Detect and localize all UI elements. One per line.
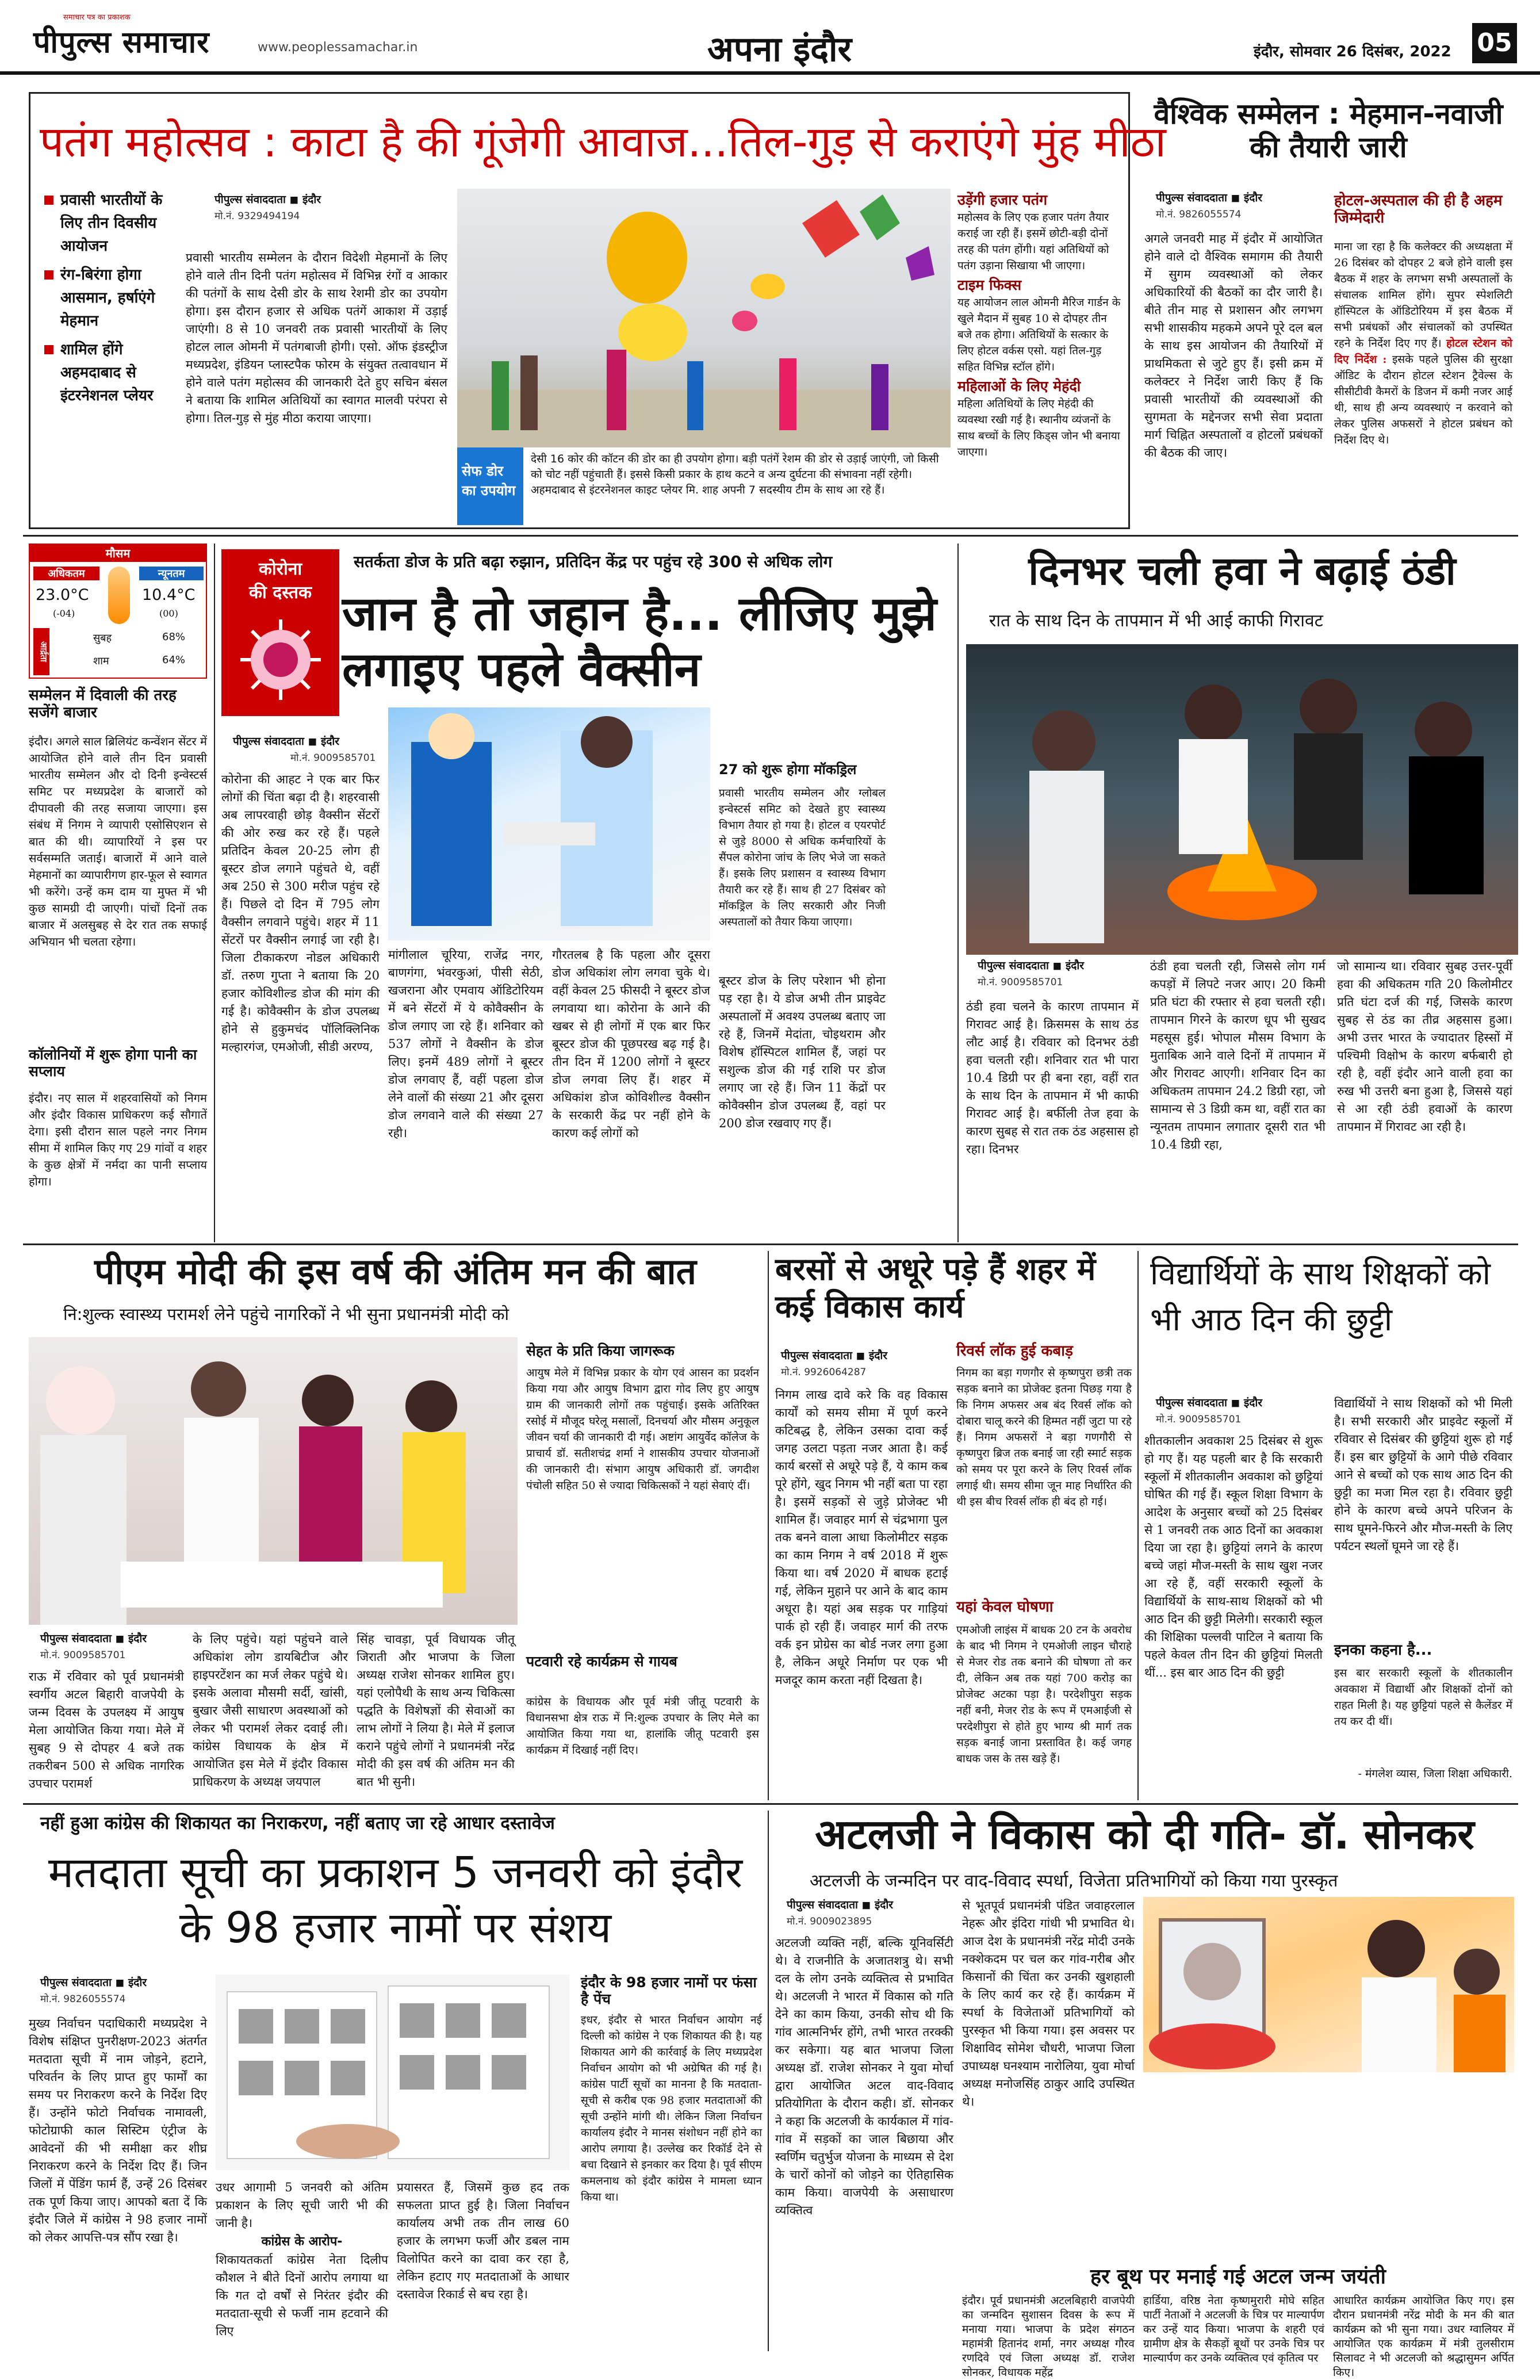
kite-headline-prefix: पतंग महोत्सव : [40, 117, 277, 167]
modi-side-body: आयुष मेले में विभिन्न प्रकार के योग एवं आसन का प्रदर्शन किया गया और आयुष विभाग द्वारा गोद लिए हुए आयुष ग्राम की जानकारी लोगों तक पहुंचाई। इसके अतिरिक्त रसोई में मौजूद घरेलू मसालों, दिनचर्या और मौसम अनुकूल जीवन चर्या की जानकारी दी गई। अष्टांग आयुर्वेद कॉलेज के प्राचार्य डॉ. सतीशचंद्र शर्मा ने शासकीय उपचार योजनाओं की जानकारी दी। संभाग आयुष अधिकारी डॉ. जगदीश पंचोली सहित 50 से ज्यादा चिकित्सकों ने यहां सेवाएं दीं। [526, 1367, 759, 1492]
health-camp-photo-art [29, 1337, 518, 1625]
masthead [0, 0, 1540, 75]
voter-list-photo-art [216, 1975, 569, 2170]
min-temp: 10.4°C [142, 586, 196, 604]
corona-headline: जान है तो जहान है... लीजिए मुझे लगाइए पहले वैक्सीन [342, 587, 937, 697]
side-head: महिलाओं के लिए मेहंदी [957, 378, 1081, 395]
cold-story [966, 544, 1518, 1242]
voter-byline: पीपुल्स संवाददाता ◼ इंदौर [40, 1976, 147, 1989]
modi-headline: पीएम मोदी की इस वर्ष की अंतिम मन की बात [94, 1250, 696, 1292]
cold-headline: दिनभर चली हवा ने बढ़ाई ठंडी [1028, 549, 1456, 594]
corona-badge-2: की दस्तक [249, 583, 312, 603]
summit-mobile: मो.नं. 9826055574 [1156, 209, 1242, 220]
summit-byline: पीपुल्स संवाददाता ◼ इंदौर [1156, 192, 1263, 204]
divider [768, 1811, 769, 2351]
max-temp: 23.0°C [36, 586, 89, 604]
page-number: 05 [1472, 23, 1517, 63]
divider [768, 1251, 769, 1800]
kite-bullet: प्रवासी भारतीयों के लिए तीन दिवसीय आयोजन [44, 189, 182, 258]
cold-col3: जो सामान्य था। रविवार सुबह उत्तर-पूर्वी हवा की अधिकतम गति 20 किलोमीटर प्रति घंटा दर्ज की गई, जिसके कारण सुबह से ठंड का तीव्र अहसास हुआ। अभी उत्तर भारत के ज्यादातर हिस्सों में पश्चिमी विक्षोभ के कारण बर्फबारी हो रही है, वहीं इंदौर आने वाली हवा का रुख भी उत्तरी बना हुआ है, जिससे यहां से आ रही ठंडी हवाओं के कारण तापमान में गिरावट आ रही है। [1337, 959, 1512, 1134]
morning-label: सुबह [93, 632, 112, 644]
atal-tribute-photo [1143, 1897, 1514, 2072]
modi-col1: राऊ में रविवार को पूर्व प्रधानमंत्री स्वर्गीय अटल बिहारी वाजपेयी के जन्म दिवस के उपलक्ष्य में आयुष मेला आयोजित किया गया। मेले में सुबह 9 से दोपहर 4 बजे तक तकरीबन 500 से अधिक नागरिक उपचार परामर्श [29, 1670, 184, 1790]
city-col1: निगम लाख दावे करे कि वह विकास कार्यों को समय सीमा में पूर्ण करने कटिबद्ध है, लेकिन उसका दावा कई जगह उलटा पड़ता नजर आता है। कई कार्य बरसों से अधूरे पड़े हैं, ये काम कब पूरे होंगे, खुद निगम भी नहीं बता पा रहा है। इसमें सड़कों से जुड़े प्रोजेक्ट भी शामिल हैं। जवाहर मार्ग से चंद्रभागा पुल तक बनने वाला आधा किलोमीटर सड़क का काम निगम ने वर्ष 2018 में शुरू किया था। वर्ष 2020 में बाधक हटाई गई, लेकिन मुहाने पर आने के बाद काम अधूरा है। यहां अब सड़क पर गाड़ियां पार्क हो रही हैं। जवाहर मार्ग की तरफ वर्क इन प्रोग्रेस का बोर्ड नजर लगा हुआ है, लेकिन अधूरे निर्माण पर एक भी मजदूर काम करता नहीं दिखता है। [775, 1388, 948, 1687]
corona-side-body: प्रवासी भारतीय सम्मेलन और ग्लोबल इन्वेस्टर्स समिट को देखते हुए स्वास्थ्य विभाग तैयार हो गया है। होटल व एयरपोर्ट से जुड़े 8000 से अधिक कर्मचारियों के सैंपल कोरोना जांच के लिए भेजे जा सकते हैं। इसके लिए प्रशासन व स्वास्थ्य विभाग तैयारी कर रहे हैं। साथ ही 27 दिसंबर को मॉकड्रिल के लिए सरकारी और निजी अस्पतालों को तैयार किया जाएगा। [719, 787, 886, 928]
summit-side-red: होटल स्टेशन को दिए निर्देश : [1334, 337, 1512, 366]
paper-tagline: समाचार पत्र का प्रकाशक [63, 13, 131, 22]
morning-value: 68% [162, 631, 186, 643]
thermometer-icon [108, 567, 130, 624]
students-story [1144, 1251, 1512, 1800]
atal-mobile: मो.नं. 9009023895 [787, 1916, 872, 1927]
corona-byline: पीपुल्स संवाददाता ◼ इंदौर [233, 735, 340, 748]
divider [23, 535, 1518, 537]
evening-label: शाम [93, 655, 109, 667]
colony-headline: कॉलोनियों में शुरू होगा पानी का सप्लाय [29, 1046, 197, 1080]
summit-body: अगले जनवरी माह में इंदौर में आयोजित होने वाले दो वैश्विक समागम की तैयारी में सुगम व्यवस्थाओं को लेकर अधिकारियों की बैठकों का दौर जारी है। बीते तीन माह से प्रशासन और लगभग सभी शासकीय महकमे अपने पूरे दल बल के साथ इस आयोजन की तैयारियों में प्राथमिकता से जुटे हुए हैं। इसी क्रम में कलेक्टर ने निर्देश जारी किए हैं कि प्रवासी भारतीयों की व्यवस्थाओं की सुगमता के मद्देनजर सभी सेवा प्रदाता मार्ग चिह्नित अस्पतालों व होटलों प्रबंधकों की बैठक की जाए। [1144, 232, 1323, 460]
kite-bullets [44, 189, 182, 413]
kite-bullet: रंग-बिरंगा होगा आसमान, हर्षाएंगे मेहमान [44, 263, 182, 332]
corona-col2: मांगीलाल चूरिया, राजेंद्र नगर, बाणगंगा, भंवरकुआं, पीसी सेठी, खजराना और एमवाय ऑडिटोरियम में बने सेंटरों में ये कोवैक्सीन के डोज लगाए जा रहे हैं। शनिवार को 537 लोगों ने वैक्सीन के डोज लिए। इनमें 489 लोगों ने बूस्टर डोज लगवाए हैं, वहीं पहला डोज लेने वालों की संख्या 21 और दूसरा डोज लगवाने वाले की संख्या 27 रही। [388, 948, 543, 1140]
atal-subhead2: हर बूथ पर मनाई गई अटल जन्म जयंती [1090, 2265, 1386, 2289]
voter-story [29, 1811, 762, 2351]
cold-byline: पीपुल्स संवाददाता ◼ इंदौर [978, 959, 1085, 972]
humidity-label: आर्द्रता [33, 628, 49, 675]
side-body: महिला अतिथियों के लिए मेहंदी की व्यवस्था रखी गई है। स्थानीय व्यंजनों के साथ बच्चों के लिए किड्स जोन भी बनाया जाएगा। [957, 397, 1120, 458]
kite-mobile: मो.नं. 9329494194 [214, 211, 300, 222]
min-label: न्यूनतम [139, 567, 204, 580]
voter-col3: प्रयासरत हैं, जिसमें कुछ हद तक सफलता प्राप्त हुई है। जिला निर्वाचन कार्यालय अभी तक तीन लाख 60 हजार के लगभग फर्जी और डबल नाम विलोपित करने का दावा कर रहा है, लेकिन हटाए गए मतदाताओं के आधार दस्तावेज रिकार्ड से बच रहा है। [397, 2180, 569, 2301]
summit-side-text2: इसके पहले पुलिस की सुरक्षा ऑडिट के दौरान होटल स्टेशन ट्रैवेल्स के सीसीटीवी कैमरों के डिजन में कमी नजर आई थी, साथ ही अन्य व्यवस्थाएं न करवाने को लेकर पुलिस अफसरों ने होटल प्रबंधन को निर्देश दिए थे। [1334, 353, 1512, 446]
weather-label: मौसम [30, 545, 206, 562]
city-side-head2: यहां केवल घोषणा [956, 1598, 1054, 1616]
cold-mobile: मो.नं. 9009585701 [978, 977, 1063, 988]
paper-logo: पीपुल्स समाचार [33, 25, 210, 60]
kite-story [29, 92, 1166, 529]
atal-tribute-photo-art [1143, 1897, 1514, 2072]
cold-col1: ठंडी हवा चलने के कारण तापमान में गिरावट आई है। क्रिसमस के साथ ठंड लौट आई है। रविवार को दिनभर ठंडी हवा चलती रही। शनिवार रात भी पारा 10.4 डिग्री पर ही बना रहा, वहीं रात के साथ दिन के तापमान में भी काफी गिरावट आई है। बर्फीली तेज हवा के कारण सुबह से रात तक ठंड अहसास हो रहा। दिनभर [966, 1000, 1139, 1156]
divider [214, 544, 215, 1242]
modi-mobile: मो.नं. 9009585701 [40, 1650, 126, 1661]
modi-subhead: नि:शुल्क स्वास्थ्य परामर्श लेने पहुंचे नागरिकों ने भी सुना प्रधानमंत्री मोदी को [63, 1304, 509, 1324]
kite-photo-art [457, 189, 951, 447]
corona-col3: गौरतलब है कि पहला और दूसरा डोज अधिकांश लोग लगवा चुके थे। वहीं केवल 25 फीसदी ने बूस्टर डोज लगवाया था। कोरोना के आने की खबर से ही लोगों में एक बार फिर बूस्टर डोज की पूछपरख बढ़ गई है। तीन दिन में 1200 लोगों ने बूस्टर डोज लगवा लिए हैं। शहर में अधिकांश डोज कोविशील्ड वैक्सीन के सरकारी केंद्र पर नहीं होने के कारण कई लोगों को [552, 948, 710, 1140]
voter-side-head: इंदौर के 98 हजार नामों पर फंसा है पेंच [581, 1974, 757, 2007]
vaccine-photo-art [388, 707, 710, 940]
modi-side-body2: कांग्रेस के विधायक और पूर्व मंत्री जीतू पटवारी के विधानसभा क्षेत्र राऊ में नि:शुल्क उपचार के लिए मेले का आयोजित किया गया था, हालांकि जीतू पटवारी इस कार्यक्रम में दिखाई नहीं दिए। [526, 1696, 759, 1757]
modi-side-head2: पटवारी रहे कार्यक्रम से गायब [526, 1653, 677, 1670]
side-head: उड़ेंगी हजार पतंग [957, 192, 1048, 208]
atal-subhead: अटलजी के जन्मदिन पर वाद-विवाद स्पर्धा, विजेता प्रतिभागियों को किया गया पुरस्कृत [810, 1871, 1338, 1891]
dateline: इंदौर, सोमवार 26 दिसंबर, 2022 [1254, 43, 1451, 60]
divider [957, 544, 959, 1242]
divider [23, 1803, 1518, 1805]
summit-headline: वैश्विक सम्मेलन : मेहमान-नवाजी की तैयारी जारी [1154, 97, 1503, 164]
voter-col2 [216, 2179, 388, 2351]
kite-bullet: शामिल होंगे अहमदाबाद से इंटरनेशनल प्लेयर [44, 338, 182, 407]
city-side-head: रिवर्स लॉक हुई कबाड़ [956, 1342, 1073, 1360]
max-dev: (-04) [53, 608, 75, 619]
modi-col2: के लिए पहुंचे। यहां पहुंचने वाले अधिकांश लोग डायबिटीज और हाइपरटेंशन का मर्ज लेकर पहुंचे थे। इसके अलावा मौसमी सर्दी, खांसी, बुखार जैसी साधारण अवस्थाओं को लेकर भी परामर्श लेकर दवाई ली। कांग्रेस विधायक के क्षेत्र में आयोजित इस मेले में इंदौर विकास प्राधिकरण के अध्यक्ष जयपाल [193, 1632, 348, 1789]
max-label: अधिकतम [33, 567, 99, 580]
atal-col2: से भूतपूर्व प्रधानमंत्री पंडित जवाहरलाल नेहरू और इंदिरा गांधी भी प्रभावित थे। आज देश के प्रधानमंत्री नरेंद्र मोदी उनके नक्शेकदम पर चल कर गांव-गरीब और किसानों की चिंता कर उनकी खुशहाली के लिए कार्य कर रहे हैं। कार्यक्रम में स्पर्धा के विजेताओं प्रतिभागियों को पुरस्कृत भी किया गया। इस अवसर पर शिक्षाविद सोमेश चौधरी, भाजपा जिला उपाध्यक्ष घनश्याम नारोलिया, युवा मोर्चा अध्यक्ष मनोजसिंह ठाकुर आदि उपस्थित थे। [962, 1899, 1135, 2109]
voter-kicker: नहीं हुआ कांग्रेस की शिकायत का निराकरण, नहीं बताए जा रहे आधार दस्तावेज [40, 1813, 555, 1834]
voter-list-photo [216, 1975, 569, 2170]
atal-col5: आधारित कार्यक्रम आयोजित किए गए। इस दौरान प्रधानमंत्री नरेंद्र मोदी के मन की बात कार्यक्रम को भी सुना गया। उधर ग्वालियर में आयोजित एक कार्यक्रम में मंत्री तुलसीराम सिलावट ने भी अटलजी को श्रद्धासुमन अर्पित किए। [1333, 2294, 1514, 2379]
kite-sidebar [957, 189, 1124, 522]
students-headline: विद्यार्थियों के साथ शिक्षकों को भी आठ दिन की छुट्टी [1150, 1255, 1491, 1338]
atal-story [775, 1810, 1514, 2379]
atal-col1: अटलजी व्यक्ति नहीं, बल्कि यूनिवर्सिटी थे। वे राजनीति के अजातशत्रु थे। सभी दल के लोग उनके व्यक्तित्व से प्रभावित थे। अटलजी ने भारत में विकास को गति देने का काम किया, उनकी सोच थी कि गांव आत्मनिर्भर होंगे, तभी भारत तरक्की कर सकेगा। यह बात भाजपा जिला अध्यक्ष डॉ. राजेश सोनकर ने युवा मोर्चा द्वारा आयोजित अटल वाद-विवाद प्रतियोगिता के दौरान कही। डॉ. सोनकर ने कहा कि अटलजी के कार्यकाल में गांव-गांव में सड़कों का जाल बिछाया और स्वर्णिम चतुर्भुज योजना के माध्यम से देश के चारों कोनों को जोड़ने का ऐतिहासिक काम किया। वाजपेयी के असाधारण व्यक्तित्व [775, 1936, 953, 2217]
voter-col2-text: उधर आगामी 5 जनवरी को अंतिम प्रकाशन के लिए सूची जारी भी की जानी है। [216, 2180, 388, 2230]
city-byline: पीपुल्स संवाददाता ◼ इंदौर [781, 1349, 888, 1362]
evening-value: 64% [162, 654, 186, 666]
city-side-body2: एमओजी लाइंस में बाधक 20 टन के अवरोध के बाद भी निगम ने एमओजी लाइन चौराहे से मेजर रोड तक बनाने की घोषणा तो कर दी, लेकिन अब तक यहां 700 करोड़ का प्रोजेक्ट अटका पड़ा है। परदेशीपुरा सड़क नहीं बनी, मेजर रोड के रूप में एमआईजी से परदेशीपुरा से होते हुए भाग्य श्री मार्ग तक सड़क बनाई जाना प्रस्तावित है। कई जगह बाधक जस के तस खड़े हैं। [956, 1624, 1132, 1765]
students-byline: पीपुल्स संवाददाता ◼ इंदौर [1156, 1396, 1263, 1409]
health-camp-photo [29, 1337, 518, 1625]
atal-byline: पीपुल्स संवाददाता ◼ इंदौर [787, 1899, 894, 1911]
corona-kicker: सतर्कता डोज के प्रति बढ़ा रुझान, प्रतिदिन केंद्र पर पहुंच रहे 300 से अधिक लोग [354, 552, 833, 571]
voter-mobile: मो.नं. 9826055574 [40, 1993, 126, 2005]
corona-side-head: 27 को शुरू होगा मॉकड्रिल [719, 762, 857, 778]
summit-side-text: माना जा रहा है कि कलेक्टर की अध्यक्षता में 26 दिसंबर को दोपहर 2 बजे होने वाली इस बैठक में शहर के लगभग सभी अस्पतालों के संचालक शामिल होंगे। सुपर स्पेशलिटी हॉस्पिटल के ऑडिटोरियम में इस बैठक में सभी प्रबंधकों और संचालकों को उपस्थित रहने के निर्देश दिए गए हैं। [1334, 240, 1512, 350]
kite-headline [40, 111, 1166, 169]
kite-caption: देसी 16 कोर की कॉटन की डोर का ही उपयोग होगा। बड़ी पतंगें रेशम की डोर से उड़ाई जाएंगी, जो किसी को चोट नहीं पहुंचाती हैं। इससे किसी प्रकार के हाथ कटने व अन्य दुर्घटना की संभावना नहीं रहेगी। अहमदाबाद से इंटरनेशनल काइट प्लेयर मि. शाह अपनी 7 सदस्यीय टीम के साथ आ रहे हैं। [531, 453, 939, 496]
summit-story [1144, 92, 1512, 529]
modi-side-head: सेहत के प्रति किया जागरूक [526, 1342, 675, 1359]
modi-byline: पीपुल्स संवाददाता ◼ इंदौर [40, 1632, 147, 1645]
kite-body: प्रवासी भारतीय सम्मेलन के दौरान विदेशी मेहमानों के लिए होने वाले तीन दिनी पतंग महोत्सव में विभिन्न रंगों व आकार की पतंगों के साथ देसी डोर के साथ रेशमी डोर का उपयोग होगा। इस दौरान हजार से अधिक पतंगें आकाश में उड़ाई जाएंगी। 8 से 10 जनवरी तक प्रवासी भारतीयों के लिए होटल लाल ओमनी में पतंगबाजी होगी। एसो. ऑफ इंडस्ट्रीज मध्यप्रदेश, इंडियन प्लास्टपैक फोरम के संयुक्त तत्वावधान में होने वाले पतंग महोत्सव की जानकारी देते हुए सचिन बंसल ने बताया कि शामिल अतिथियों का स्वागत मालवी परंपरा से होगा। तिल-गुड़ से मुंह मीठा कराया जाएगा। [186, 251, 447, 425]
corona-badge [221, 549, 339, 716]
voter-col2b-text: शिकायतकर्ता कांग्रेस नेता दिलीप कौशल ने बीते दिनों आरोप लगाया था कि गत दो वर्षों से निरंतर इंदौर की मतदाता-सूची से फर्जी नाम हटवाने की लिए [216, 2253, 388, 2339]
side-body: महोत्सव के लिए एक हजार पतंग तैयार कराई जा रही हैं। इसमें छोटी-बड़ी दोनों तरह की पतंग होंगी। यहां अतिथियों को पतंग उड़ाना सिखाया भी जाएगा। [957, 211, 1109, 272]
modi-col3: सिंह चावड़ा, पूर्व विधायक जीतू जिराती और भाजपा के जिला अध्यक्ष राजेश सोनकर शामिल हुए। यहां एलोपैथी के साथ अन्य चिकित्सा पद्धति के विशेषज्ञों की सेवाओं का लाभ लोगों ने लिया है। मेले में इलाज कराने पहुंचे लोगों ने प्रधानमंत्री नरेंद्र मोदी की इस वर्ष की अंतिम मन की बात भी सुनी। [357, 1632, 515, 1789]
kite-photo [457, 189, 951, 447]
students-mobile: मो.नं. 9009585701 [1156, 1414, 1242, 1425]
kite-headline-text: काटा है की गूंजेगी आवाज...तिल-गुड़ से कराएंगे मुंह मीठा [290, 117, 1166, 167]
divider [1137, 1251, 1139, 1800]
corona-mobile: मो.नं. 9009585701 [290, 752, 376, 764]
diwali-headline: सम्मेलन में दिवाली की तरह सजेंगे बाजार [29, 687, 177, 721]
voter-side-body: इधर, इंदौर से भारत निर्वाचन आयोग नई दिल्ली को कांग्रेस ने एक शिकायत की है। यह शिकायत आगे की कार्रवाई के लिए मध्यप्रदेश निर्वाचन आयोग को भी अग्रेषित की गई है। कांग्रेस पार्टी सूचों का मानना है कि मतदाता-सूची से करीब एक 98 हजार मतदाताओं की सूची उन्होंने मांगी थी। लेकिन जिला निर्वाचन कार्यालय इंदौर ने मानस संशोधन नहीं होने का आरोप लगाया है। उल्लेख कर रिकॉर्ड देने से बचा दिखाने से इनकार कर दिया है। पूर्व सीएम कमलनाथ को इंदौर कांग्रेस ने मामला ध्यान किया था। [581, 2014, 762, 2203]
corona-story [221, 544, 952, 1242]
vaccine-photo [388, 707, 710, 940]
city-side-body: निगम का बड़ा गणगौर से कृष्णपुरा छत्री तक सड़क बनाने का प्रोजेक्ट इतना पिछड़ गया है कि निगम अफसर अब बंद रिवर्स लॉक को दोबारा चालू करने की हिम्मत नहीं जुटा पा रहे हैं। निगम अफसरों ने बड़ा गणगौरी से कृष्णपुरा ब्रिज तक बनाई जा रही स्मार्ट सड़क को समय पर पूरा करने के लिए रिवर्स लॉक लगाई थी। समय सीमा जून माह निर्धारित की थी इस बीच रिवर्स लॉक ही बंद हो गई। [956, 1367, 1132, 1508]
city-headline: बरसों से अधूरे पड़े हैं शहर में कई विकास कार्य [775, 1251, 1096, 1325]
city-mobile: मो.नं. 9926064287 [781, 1367, 867, 1378]
atal-col4: हार्डिया, वरिष्ठ नेता कृष्णमुरारी मोघे सहित पार्टी नेताओं ने अटलजी के चित्र पर माल्यार्पण कर उन्हें याद किया। भाजपा के शहरी एवं ग्रामीण क्षेत्र के सैकड़ों बूथों पर उनके चित्र पर माल्यार्पण कर उनके व्यक्तित्व एवं कृतित्व पर [1143, 2294, 1324, 2364]
voter-headline: मतदाता सूची का प्रकाशन 5 जनवरी को इंदौर के 98 हजार नामों पर संशय [48, 1848, 743, 1953]
corona-col1: कोरोना की आहट ने एक बार फिर लोगों की चिंता बढ़ा दी है। शहरवासी अब लापरवाही छोड़ वैक्सीन सेंटरों की ओर रुख कर रहे हैं। पहले प्रतिदिन केवल 20-25 लोग ही बूस्टर डोज लगाने पहुंचते थे, वहीं अब 250 से 300 मरीज पहुंच रहे हैं। पिछले दो दिन में 795 लोग वैक्सीन लगवाने पहुंचे। शहर में 11 सेंटरों पर वैक्सीन लगाई जा रही है। जिला टीकाकरण नोडल अधिकारी डॉ. तरुण गुप्ता ने बताया कि 20 हजार कोविशील्ड डोज की मांग की गई है। कोवैक्सीन के डोज उपलब्ध होने से हुकुमचंद पॉलिक्लिनिक मल्हारगंज, एमओजी, सीडी अरण्य, [221, 772, 380, 1054]
colony-body: इंदौर। नए साल में शहरवासियों को निगम और इंदौर विकास प्राधिकरण कई सौगातें देगा। इसी दौरान साल पहले नगर निगम सीमा में शामिल किए गए 29 गांवों व शहर के कुछ क्षेत्रों में नर्मदा का पानी सप्लाय होगा। [29, 1091, 207, 1188]
kite-byline: पीपुल्स संवाददाता ◼ इंदौर [214, 193, 321, 206]
quote-body: इस बार सरकारी स्कूलों के शीतकालीन अवकाश में विद्यार्थी और शिक्षकों दोनों को राहत मिली है। यह छुट्टियां पहले से कैलेंडर में तय कर दी थीं। [1334, 1667, 1512, 1728]
bonfire-photo-art [966, 644, 1518, 955]
virus-icon [235, 614, 327, 706]
voter-col2-head: कांग्रेस के आरोप- [261, 2234, 343, 2249]
side-head: टाइम फिक्स [957, 277, 1022, 293]
cold-col2: ठंडी हवा चलती रही, जिससे लोग गर्म कपड़ों में लिपटे नजर आए। 20 किमी प्रति घंटा की रफ्तार से हवा चलती रही। तापमान गिरने के कारण धूप भी सुखद महसूस हुई। भोपाल मौसम विभाग के मुताबिक आने वाले दिनों में तापमान में और गिरावट आएगी। शनिवार दिन का अधिकतम तापमान 24.2 डिग्री रहा, जो सामान्य से 3 डिग्री कम था, वहीं रात का न्यूनतम तापमान लगातार दूसरी रात भी 10.4 डिग्री रहा, [1150, 959, 1326, 1151]
corona-col4: बूस्टर डोज के लिए परेशान भी होना पड़ रहा है। ये डोज अभी तीन प्राइवेट अस्पतालों में अवश्य उपलब्ध बताए जा रहे हैं, जिनमें मेदांता, चोइथराम और विशेष हॉस्पिटल शामिल हैं, जहां पर सशुल्क डोज की गई राशि पर डोज लगाए जा रहे हैं। जिन 11 केंद्रों पर कोवैक्सीन डोज उपलब्ध हैं, वहां पर 200 डोज रखवाए गए हैं। [719, 974, 886, 1130]
atal-headline: अटलजी ने विकास को दी गति- डॉ. सोनकर [815, 1810, 1474, 1858]
atal-col3: इंदौर। पूर्व प्रधानमंत्री अटलबिहारी वाजपेयी का जन्मदिन सुशासन दिवस के रूप में मनाया गया। भाजपा के प्रदेश संगठन महामंत्री हितानंद शर्मा, नगर अध्यक्ष गौरव रणदिवे एवं जिला अध्यक्ष डॉ. राजेश सोनकर, विधायक महेंद्र [962, 2294, 1135, 2379]
min-dev: (00) [159, 608, 178, 619]
cold-subhead: रात के साथ दिन के तापमान में भी आई काफी गिरावट [989, 611, 1323, 631]
website-link[interactable]: www.peoplessamachar.in [258, 40, 418, 55]
quote-attribution: - मंगलेश व्यास, जिला शिक्षा अधिकारी. [1358, 1767, 1512, 1780]
diwali-story [29, 687, 207, 1239]
city-story [775, 1251, 1132, 1800]
summit-side-body [1334, 239, 1512, 526]
students-col1: शीतकालीन अवकाश 25 दिसंबर से शुरू हो गए हैं। यह पहली बार है कि सरकारी स्कूलों में शीतकालीन अवकाश को छुट्टियां घोषित की गई हैं। स्कूल शिक्षा विभाग के आदेश के अनुसार बच्चों को 25 दिसंबर से 1 जनवरी तक आठ दिनों का अवकाश दिया जा रहा है। छुट्टियां लगने के कारण बच्चे जहां मौज-मस्ती के साथ खुश नजर आ रहे हैं, वहीं सरकारी स्कूलों के विद्यार्थियों के साथ-साथ शिक्षकों को भी आठ दिन की छुट्टी मिलेगी। सरकारी स्कूल की शिक्षिका पल्लवी पाटिल ने बताया कि पहले केवल तीन दिन की छुट्टियां मिलती थीं... इस बार आठ दिन की छुट्टी [1144, 1434, 1323, 1679]
safe-thread-label: सेफ डोर का उपयोग [457, 447, 523, 525]
quote-head: इनका कहना है... [1334, 1641, 1432, 1659]
bonfire-photo [966, 644, 1518, 955]
corona-badge-1: कोरोना [258, 559, 302, 579]
students-col2: विद्यार्थियों ने साथ शिक्षकों को भी मिली है। सभी सरकारी और प्राइवेट स्कूलों में रविवार से दिसंबर की छुट्टियां शुरू हो गई हैं। इस बार छुट्टियों के आगे पीछे रविवार आने से बच्चों को एक साथ आठ दिन की छुट्टी का मजा मिल रहा है। रविवार छुट्टी होने के कारण बच्चे अपने परिजन के साथ घूमने-फिरने और मौज-मस्ती के लिए पर्यटन स्थलों घूमने जा रहे हैं। [1334, 1396, 1512, 1553]
voter-col1: मुख्य निर्वाचन पदाधिकारी मध्यप्रदेश ने विशेष संक्षिप्त पुनरीक्षण-2023 अंतर्गत मतदाता सूची में नाम जोड़ने, हटाने, परिवर्तन के लिए प्राप्त हुए फार्मों का समय पर निराकरण करने के निर्देश दिए हैं। उन्होंने फोटो निर्वाचक नामावली, फोटोग्राफी काल सिस्टिम एंट्रीज के आवेदनों की भी समीक्षा कर शीघ्र निराकरण करने के निर्देश दिए हैं। जिन जिलों में पेंडिंग फार्म हैं, उन्हें 26 दिसंबर तक पूर्ण किया जाए। आपको बता दें कि इंदौर जिले में कांग्रेस ने 98 हजार नामों को लेकर आपत्ति-पत्र सौंप रखा है। [29, 2017, 207, 2244]
summit-side-head: होटल-अस्पताल की ही है अहम जिम्मेदारी [1334, 192, 1503, 227]
modi-story [29, 1251, 762, 1800]
weather-box [29, 544, 207, 679]
side-body: यह आयोजन लाल ओमनी मैरिज गार्डन के खुले मैदान में सुबह 10 से दोपहर तीन बजे तक होगा। अतिथियों के सत्कार के लिए होटल वर्कस एसो. यहां तिल-गुड़ सहित विभिन्न स्टॉल होंगे। [957, 296, 1121, 373]
divider [23, 1243, 1518, 1245]
diwali-body: इंदौर। अगले साल ब्रिलियंट कन्वेंशन सेंटर में आयोजित होने वाले तीन दिन प्रवासी भारतीय सम्मेलन और दो दिनी इन्वेस्टर्स समिट पर मध्यप्रदेश के बाजारों को दीपावली की तरह सजाया जाएगा। इस संबंध में निगम ने व्यापारी एसोसिएशन से बात की थी। व्यापारियों ने इस पर सर्वसम्मति जताई। बाजारों में आने वाले मेहमानों का व्यापारीगण हार-फूल से स्वागत भी करेंगे। उन्हें कम दाम या मुफ्त में भी कुछ सामग्री दी जाएगी। पांचों दिनों तक बाजार में अलसुबह से देर रात तक सफाई अभियान भी चलता रहेगा। [29, 734, 207, 948]
section-title: अपना इंदौर [707, 29, 852, 70]
